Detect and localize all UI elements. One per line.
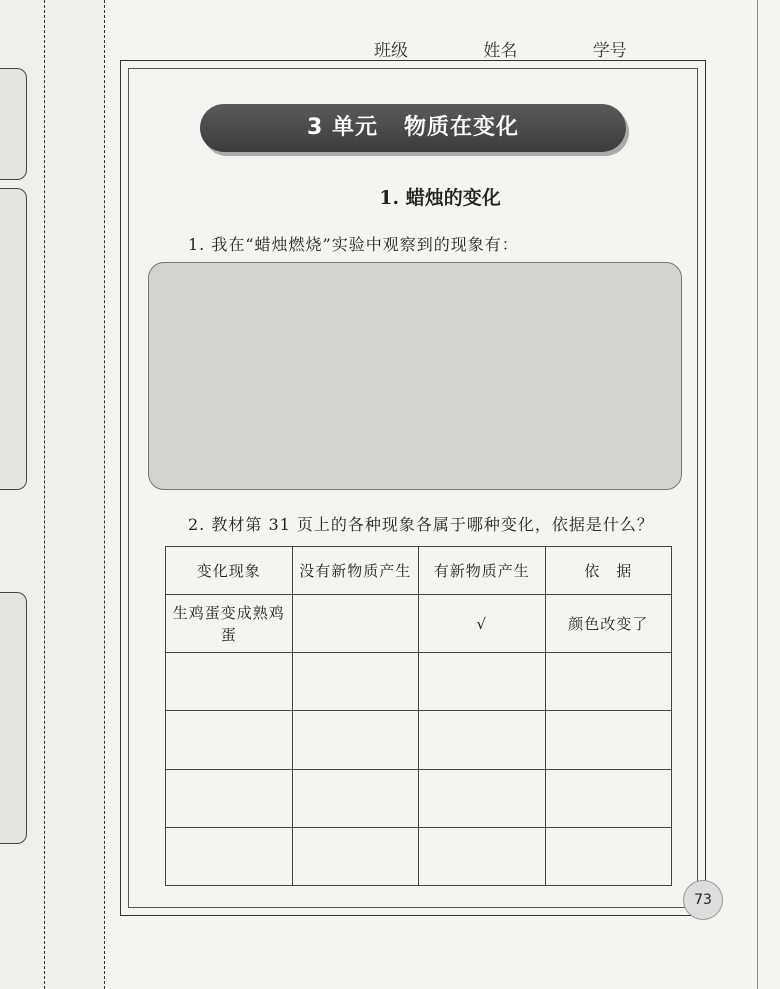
- student-id-label: 学号: [592, 41, 627, 61]
- unit-banner: 3 单元 物质在变化: [200, 104, 626, 152]
- cut-line: [44, 0, 45, 989]
- table-row: [166, 711, 672, 769]
- table-cell[interactable]: [166, 769, 293, 827]
- student-id-field[interactable]: [627, 44, 697, 61]
- page-number: 73: [683, 880, 723, 920]
- header-new-substance: 有新物质产生: [419, 547, 546, 595]
- table-cell[interactable]: [545, 711, 672, 769]
- cut-line: [104, 0, 105, 989]
- header-basis: 依 据: [545, 547, 672, 595]
- table-cell[interactable]: [166, 711, 293, 769]
- table-header-row: [166, 547, 672, 595]
- table-cell[interactable]: [292, 653, 419, 711]
- name-label: 姓名: [483, 41, 518, 61]
- lesson-title: 1. 蜡烛的变化: [379, 187, 501, 209]
- table-cell[interactable]: [292, 827, 419, 885]
- table-cell[interactable]: [545, 827, 672, 885]
- binding-tab: [0, 188, 27, 490]
- classification-table: [165, 546, 672, 886]
- table-cell[interactable]: [166, 653, 293, 711]
- table-cell[interactable]: [545, 653, 672, 711]
- table-row: [166, 827, 672, 885]
- page-edge: [757, 0, 758, 989]
- class-label: 班级: [374, 41, 408, 61]
- check-mark[interactable]: √: [419, 595, 546, 653]
- table-cell[interactable]: [419, 653, 546, 711]
- header-phenomenon: 变化现象: [166, 547, 293, 595]
- class-field[interactable]: [408, 44, 478, 61]
- table-row: [166, 653, 672, 711]
- table-row: [166, 769, 672, 827]
- table-row: [166, 595, 672, 653]
- binding-strip: [0, 0, 104, 989]
- table-cell[interactable]: [166, 827, 293, 885]
- question-2: 2. 教材第 31 页上的各种现象各属于哪种变化，依据是什么？: [188, 515, 654, 534]
- student-info-header: [374, 36, 697, 61]
- table-cell[interactable]: [292, 769, 419, 827]
- table-cell[interactable]: 生鸡蛋变成熟鸡蛋: [166, 595, 293, 653]
- binding-tab: [0, 592, 27, 844]
- table-cell[interactable]: [545, 769, 672, 827]
- table-cell[interactable]: 颜色改变了: [545, 595, 672, 653]
- name-field[interactable]: [517, 44, 587, 61]
- binding-tab: [0, 68, 27, 180]
- question-1: 1. 我在“蜡烛燃烧”实验中观察到的现象有：: [188, 235, 519, 254]
- table-cell[interactable]: [419, 827, 546, 885]
- table-cell[interactable]: [419, 711, 546, 769]
- table-cell[interactable]: [292, 595, 419, 653]
- header-no-new-substance: 没有新物质产生: [292, 547, 419, 595]
- table-cell[interactable]: [419, 769, 546, 827]
- answer-box[interactable]: [148, 262, 682, 490]
- table-cell[interactable]: [292, 711, 419, 769]
